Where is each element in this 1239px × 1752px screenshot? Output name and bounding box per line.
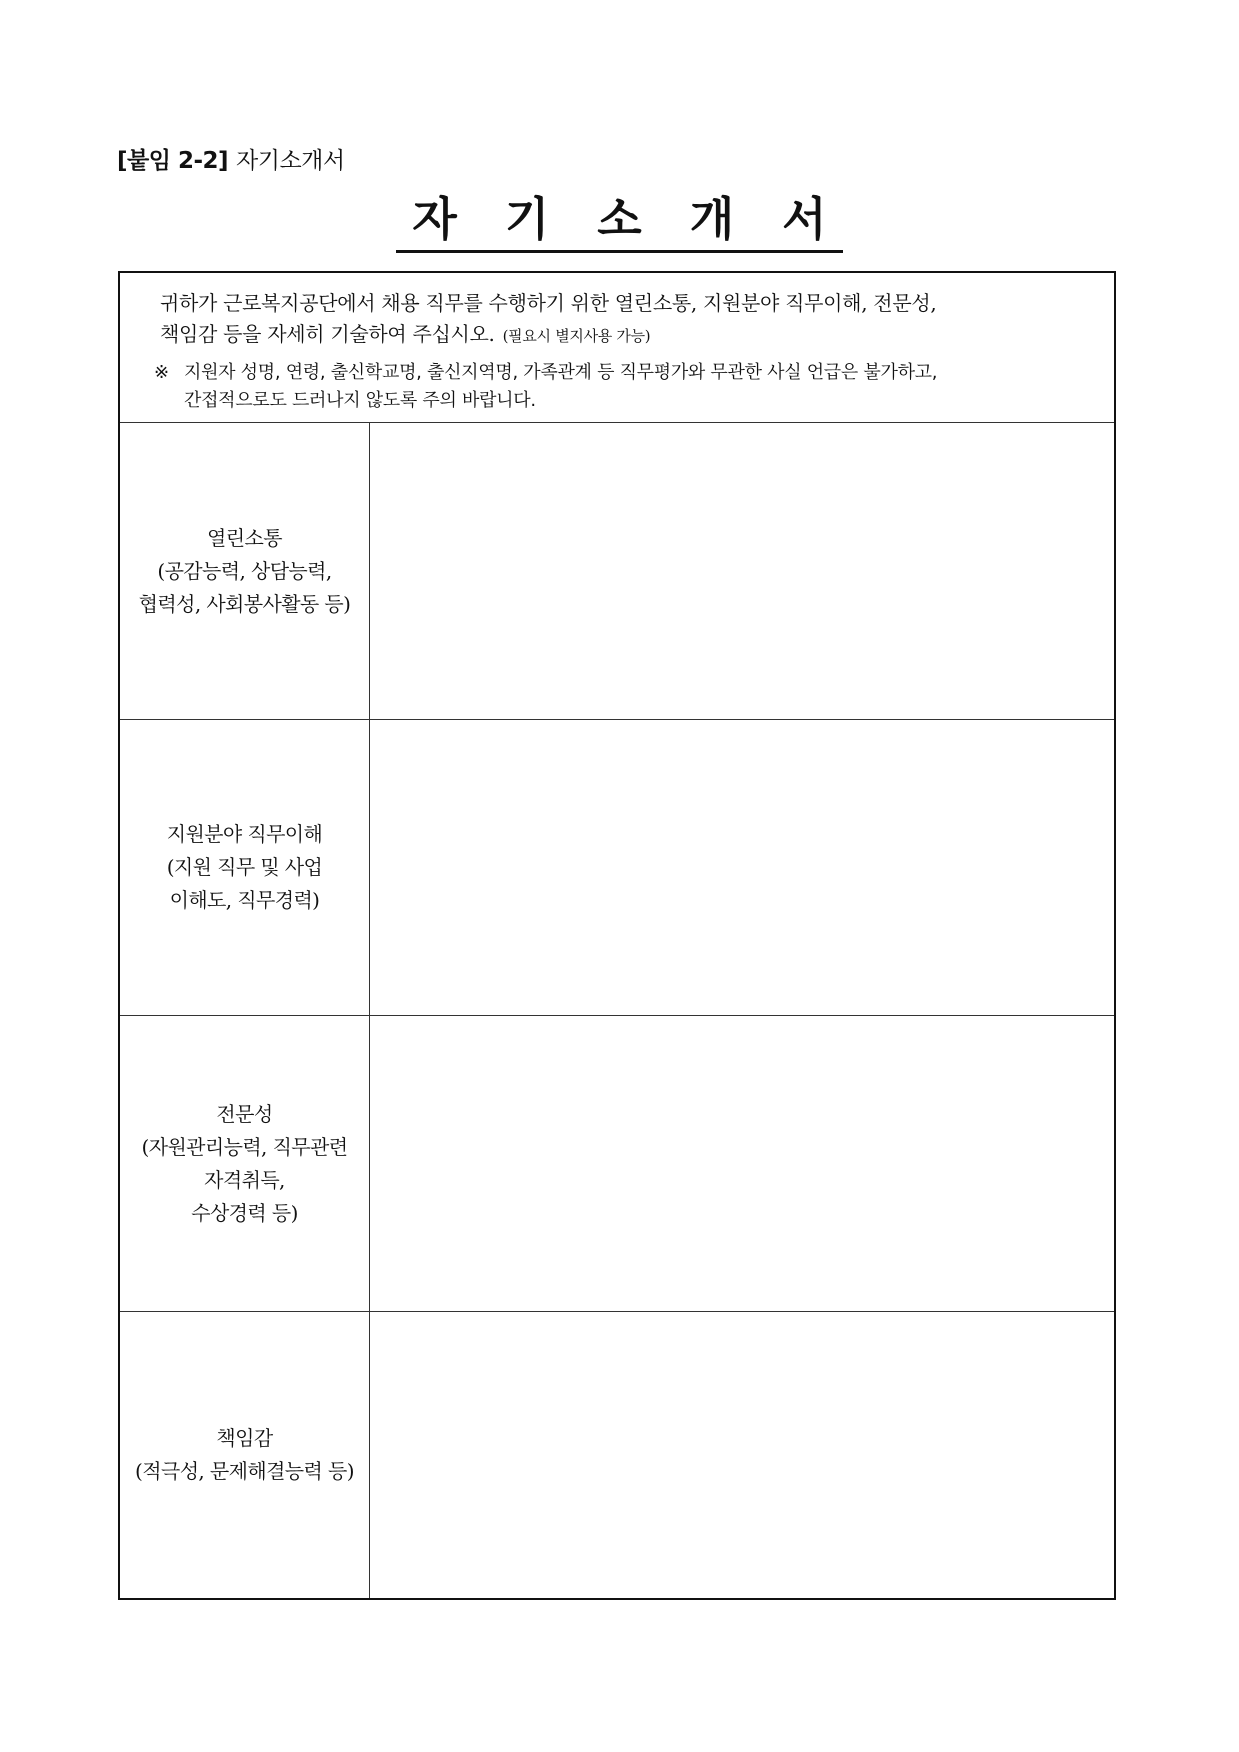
section-desc-line: (공감능력, 상담능력,	[157, 558, 332, 583]
answer-area-expertise[interactable]	[370, 1016, 1114, 1311]
section-desc-line: 수상경력 등)	[191, 1200, 298, 1225]
attachment-tag: [붙임 2-2]	[117, 148, 229, 174]
section-desc-line: 협력성, 사회봉사활동 등)	[138, 591, 351, 616]
section-title: 책임감	[216, 1426, 273, 1450]
answer-area-job-understanding[interactable]	[370, 720, 1114, 1015]
page-title: 자 기 소 개 서	[396, 192, 842, 253]
instructions-note	[154, 359, 1112, 415]
attachment-name: 자기소개서	[236, 148, 345, 174]
section-desc-line: (자원관리능력, 직무관련	[141, 1134, 348, 1159]
instructions-line-2	[160, 319, 1112, 352]
section-title: 지원분야 직무이해	[166, 822, 323, 846]
section-desc-line: 자격취득,	[204, 1167, 285, 1192]
section-desc-line: (지원 직무 및 사업	[166, 855, 323, 879]
section-title: 열린소통	[207, 525, 282, 550]
section-desc-line: 이해도, 직무경력)	[169, 888, 320, 912]
section-label	[120, 423, 370, 719]
section-label	[120, 720, 370, 1015]
section-row-open-communication	[120, 423, 1114, 719]
section-label	[120, 1312, 370, 1598]
instructions-box	[120, 273, 1114, 423]
instructions-line-2-sub: (필요시 별지사용 가능)	[502, 327, 651, 345]
instructions-main	[160, 288, 1112, 352]
instructions-line-2-text: 책임감 등을 자세히 기술하여 주십시오.	[160, 322, 495, 346]
section-row-expertise	[120, 1015, 1114, 1311]
attachment-header	[117, 142, 345, 175]
section-row-job-understanding	[120, 719, 1114, 1015]
note-line-1: 지원자 성명, 연령, 출신학교명, 출신지역명, 가족관계 등 직무평가와 무관한 사실 언급은 불가하고,	[184, 362, 938, 383]
section-row-responsibility	[120, 1311, 1114, 1598]
section-label	[120, 1016, 370, 1311]
note-mark: ※	[154, 362, 169, 383]
page-title-wrap	[0, 183, 1239, 249]
section-title: 전문성	[216, 1101, 273, 1126]
section-desc-line: (적극성, 문제해결능력 등)	[135, 1459, 354, 1483]
self-introduction-form	[118, 271, 1116, 1600]
answer-area-open-communication[interactable]	[370, 423, 1114, 719]
note-line-2: 간접적으로도 드러나지 않도록 주의 바랍니다.	[184, 390, 536, 411]
instructions-line-1: 귀하가 근로복지공단에서 채용 직무를 수행하기 위한 열린소통, 지원분야 직무이해, 전문성,	[160, 291, 937, 315]
answer-area-responsibility[interactable]	[370, 1312, 1114, 1598]
